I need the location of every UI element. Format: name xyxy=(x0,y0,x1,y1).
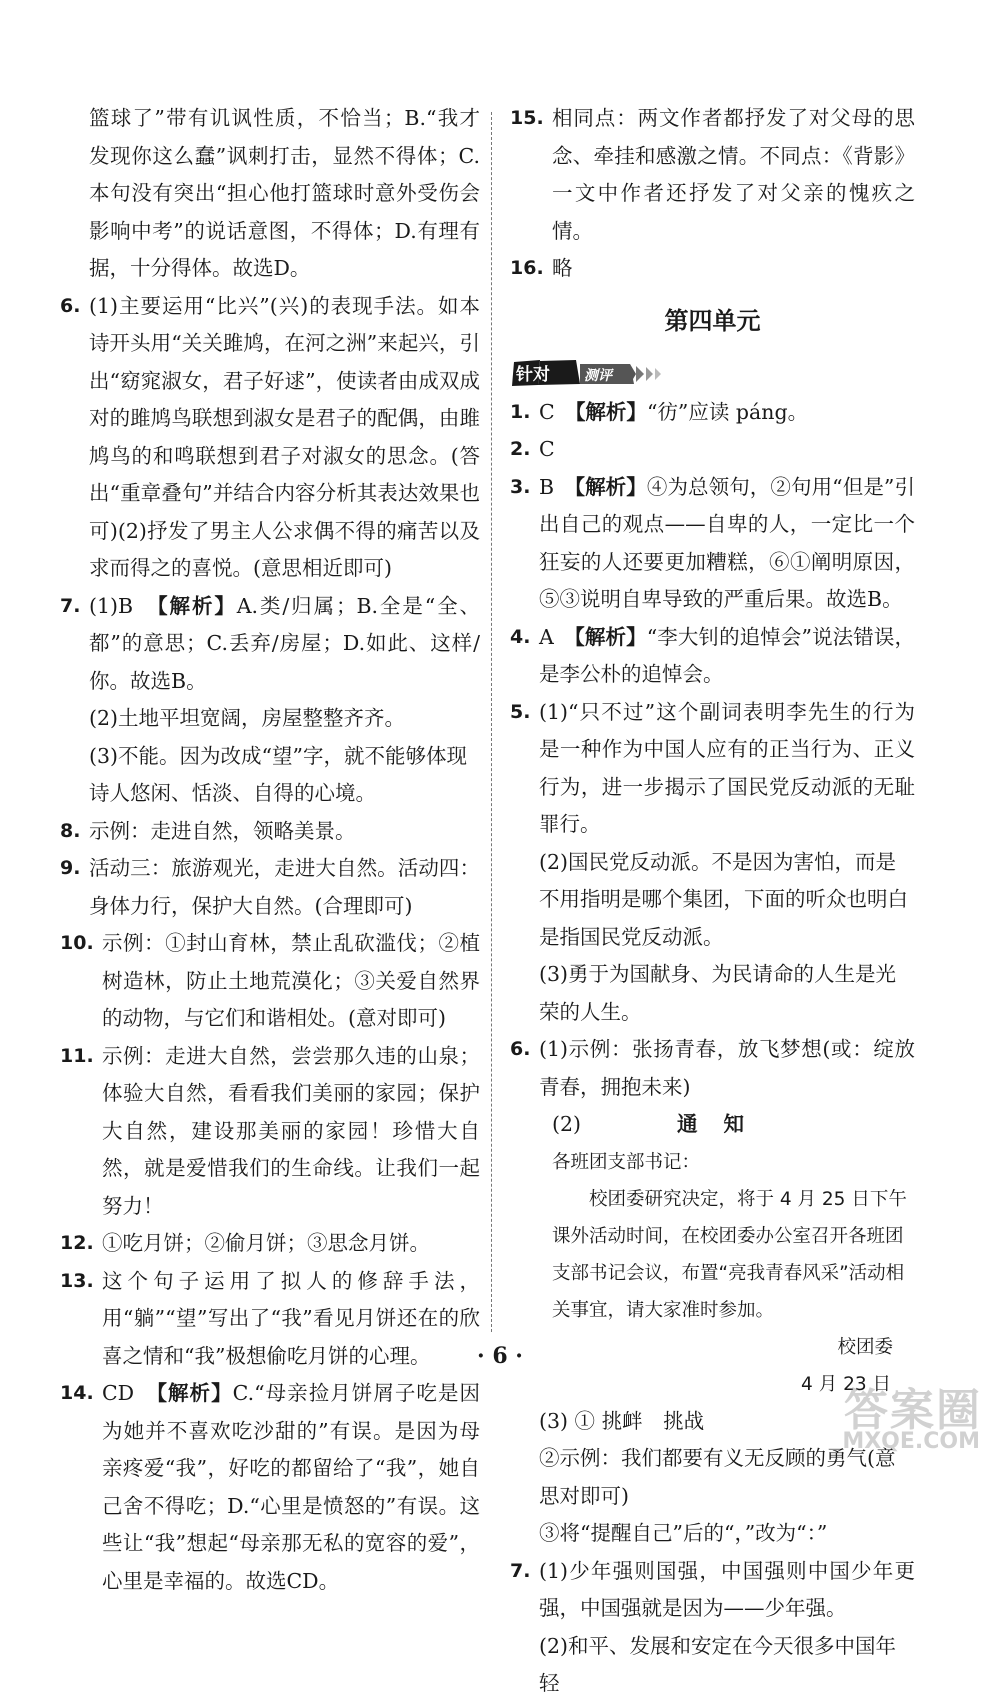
analysis-tag: 【解析】 xyxy=(575,399,647,424)
answer-part-1-prefix: (1)B xyxy=(89,593,158,618)
answer-2 xyxy=(510,431,915,469)
badge-text-b: 测评 xyxy=(584,367,612,384)
left-column xyxy=(60,100,480,1600)
answer-7-part-2: (2)和平、发展和安定在今天很多中国年轻 xyxy=(539,1633,897,1695)
answer-12 xyxy=(60,1225,480,1263)
answer-6-part-3-correction: ③将“提醒自己”后的“，”改为“：” xyxy=(539,1521,828,1545)
watermark-text: 答案圈 xyxy=(844,1385,982,1436)
unit-title: 第四单元 xyxy=(664,305,761,335)
answer-7 xyxy=(510,1553,915,1628)
notice-content: 校团委研究决定，将于 4 月 25 日下午课外活动时间，在校团委办公室召开各班团支部书记会议，布置“亮我青春风采”活动相关事宜，请大家准时参加。 xyxy=(552,1188,907,1321)
answer-16 xyxy=(510,250,915,288)
answer-number: 6. xyxy=(510,1038,531,1060)
answer-prefix: CD xyxy=(102,1381,157,1405)
answer-number: 3. xyxy=(510,475,531,498)
answer-number: 9. xyxy=(60,857,81,879)
notice-salutation: 各班团支部书记： xyxy=(552,1151,701,1173)
answer-number: 6. xyxy=(60,294,81,317)
answer-3 xyxy=(510,469,915,619)
watermark-logo xyxy=(806,1374,986,1454)
answer-4 xyxy=(510,619,915,694)
answer-text: (1)主要运用“比兴”(兴)的表现手法。如本诗开头用“关关雎鸠，在河之洲”来起兴，引出“窈窕淑女，君子好逑”，使读者由成双成对的雎鸠鸟联想到淑女是君子的配偶，由雎鸠鸟的和鸣联想到君子对淑女的思念。(答出“重章叠句”并结合内容分析其表达效果也可)(2)抒发了男主人公求偶不得的痛苦以及求而得之的喜悦。(意思相近即可) xyxy=(89,293,480,580)
answer-text: (1)“只不过”这个副词表明李先生的行为是一种作为中国人应有的正当行为、正义行为，进一步揭示了国民党反动派的无耻罪行。 xyxy=(539,699,915,836)
answer-text: 略 xyxy=(552,256,573,280)
section-badge xyxy=(510,354,915,390)
answer-text: (1)示例：张扬青春，放飞梦想(或：绽放青春，拥抱未来) xyxy=(539,1037,915,1099)
analysis-tag: 【解析】 xyxy=(574,474,647,499)
answer-5 xyxy=(510,694,915,844)
answer-text: 这个句子运用了拟人的修辞手法，用“躺”“望”写出了“我”看见月饼还在的欣喜之情和“我”极想偷吃月饼的心理。 xyxy=(102,1268,480,1368)
analysis-tag: 【解析】 xyxy=(574,624,647,649)
answer-prefix: A xyxy=(539,624,575,649)
answer-10 xyxy=(60,925,480,1038)
answer-8 xyxy=(60,813,480,851)
answer-text: 示例：走进自然，领略美景。 xyxy=(89,818,356,843)
answer-7-part-2: (2)土地平坦宽阔，房屋整整齐齐。 xyxy=(89,706,406,730)
answer-number: 2. xyxy=(510,438,531,460)
answer-text: C xyxy=(539,437,555,461)
section-badge-graphic xyxy=(510,358,670,388)
analysis-tag: 【解析】 xyxy=(157,593,237,618)
analysis-tag: 【解析】 xyxy=(156,1381,233,1405)
watermark-url: MXQE.COM xyxy=(842,1429,980,1454)
answer-text: C.“母亲捡月饼屑子吃是因为她并不喜欢吃沙甜的”有误。是因为母亲疼爱“我”，好吃的都留给了“我”，她自己舍不得吃；D.“心里是愤怒的”有误。这些让“我”想起“母亲那无私的宽容的爱”，心里是幸福的。故选CD。 xyxy=(102,1381,481,1593)
answer-text: (1)少年强则国强，中国强则中国少年更强，中国强就是因为——少年强。 xyxy=(539,1558,915,1620)
answer-number: 11. xyxy=(60,1044,94,1067)
answer-6-part-2-label: (2) xyxy=(552,1112,582,1136)
answer-text: “彷”应读 páng。 xyxy=(646,399,809,424)
answer-text: 示例：走进大自然，尝尝那久违的山泉；体验大自然，看看我们美丽的家园；保护大自然，建设那美丽的家园！珍惜大自然，就是爱惜我们的生命线。让我们一起努力！ xyxy=(102,1043,480,1218)
notice-date: 4 月 23 日 xyxy=(801,1373,891,1395)
answer-text: 相同点：两文作者都抒发了对父母的思念、牵挂和感激之情。不同点：《背影》一文中作者还抒发了对父亲的愧疚之情。 xyxy=(552,106,915,243)
answer-number: 16. xyxy=(510,257,544,279)
answer-14 xyxy=(60,1375,480,1600)
answer-15 xyxy=(510,100,915,250)
answer-number: 10. xyxy=(60,932,94,954)
answer-text: 活动三：旅游观光，走进大自然。活动四：身体力行，保护大自然。(合理即可) xyxy=(89,856,480,918)
answer-5-part-3: (3)勇于为国献身、为民请命的人生是光荣的人生。 xyxy=(539,962,897,1024)
continued-answer: 篮球了”带有讥讽性质，不恰当；B.“我才发现你这么蠢”讽刺打击，显然不得体；C.本句没有突出“担心他打篮球时意外受伤会影响中考”的说话意图，不得体；D.有理有据，十分得体。故选D。 xyxy=(89,106,480,280)
answer-number: 5. xyxy=(510,700,531,723)
answer-9 xyxy=(60,850,480,925)
answer-number: 1. xyxy=(510,400,531,423)
answer-text: ④为总领句，②句用“但是”引出自己的观点——自卑的人，一定比一个狂妄的人还要更加糟糕，⑥①阐明原因，⑤③说明自卑导致的严重后果。故选B。 xyxy=(539,474,915,611)
badge-text-a: 针对 xyxy=(516,364,550,385)
answer-prefix: B xyxy=(539,474,575,499)
answer-6 xyxy=(60,288,480,588)
page-number: · 6 · xyxy=(477,1343,523,1369)
answer-7 xyxy=(60,588,480,701)
answer-number: 4. xyxy=(510,625,531,648)
answer-number: 15. xyxy=(510,107,544,129)
answer-number: 14. xyxy=(60,1382,94,1404)
answer-7-part-3: (3)不能。因为改成“望”字，就不能够体现诗人悠闲、恬淡、自得的心境。 xyxy=(89,743,467,805)
column-divider xyxy=(491,112,492,1332)
notice-title: 通知 xyxy=(677,1112,770,1136)
answer-text: ①吃月饼；②偷月饼；③思念月饼。 xyxy=(102,1231,430,1255)
notice-heading-row xyxy=(510,1106,915,1144)
answer-6-part-3-example: ②示例：我们都要有义无反顾的勇气(意思对即可) xyxy=(539,1446,896,1508)
answer-text: “李大钊的追悼会”说法错误，是李公朴的追悼会。 xyxy=(539,624,915,686)
notice-signature: 校团委 xyxy=(837,1336,893,1358)
answer-number: 7. xyxy=(510,1559,531,1582)
answer-1 xyxy=(510,394,915,432)
answer-11 xyxy=(60,1038,480,1226)
right-column xyxy=(510,100,915,1703)
answer-text: 示例：①封山育林，禁止乱砍滥伐；②植树造林，防止土地荒漠化；③关爱自然界的动物，与它们和谐相处。(意对即可) xyxy=(102,931,480,1030)
answer-6-part-3: (3) ① 挑衅 挑战 xyxy=(539,1408,705,1433)
answer-number: 7. xyxy=(60,594,81,617)
answer-number: 13. xyxy=(60,1269,94,1292)
answer-part-1-text: A.类/归属；B.全是“全、都”的意思；C.丢弃/房屋；D.如此、这样/你。故选B。 xyxy=(89,593,481,693)
answer-6 xyxy=(510,1031,915,1106)
answer-number: 8. xyxy=(60,819,81,842)
answer-5-part-2: (2)国民党反动派。不是因为害怕，而是不用指明是哪个集团，下面的听众也明白是指国民党反动派。 xyxy=(539,849,908,949)
answer-number: 12. xyxy=(60,1232,94,1254)
answer-prefix: C xyxy=(539,399,576,424)
